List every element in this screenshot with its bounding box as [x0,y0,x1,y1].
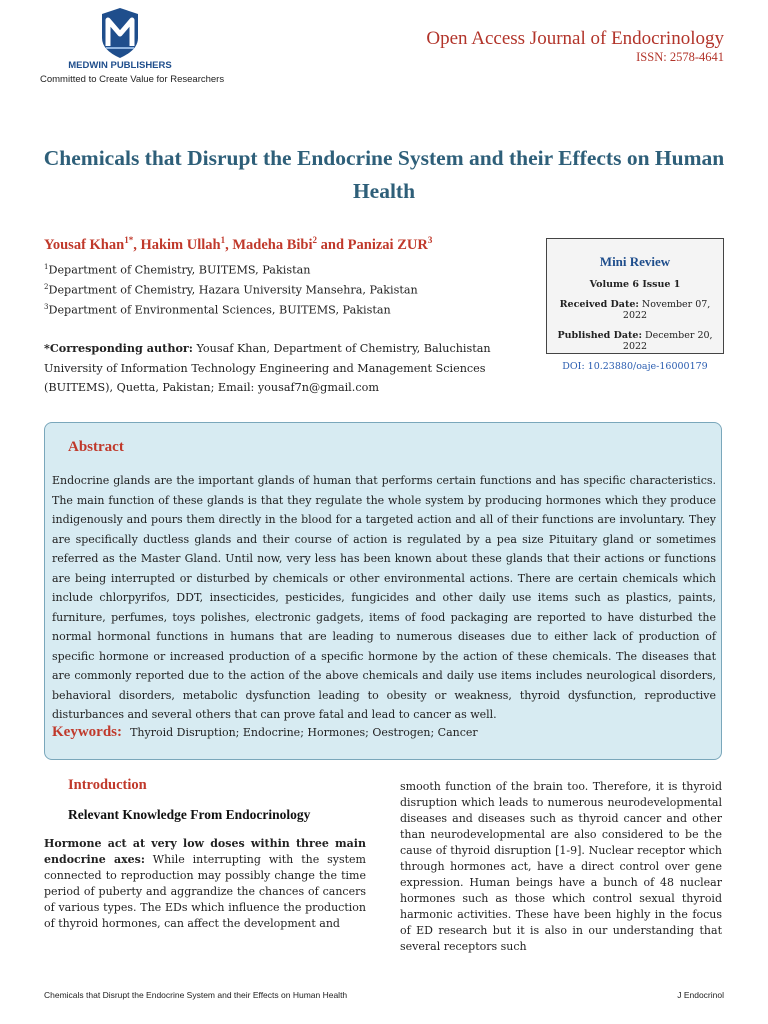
publisher-name: MEDWIN PUBLISHERS [68,60,172,71]
author-sup: 1* [124,235,134,245]
abstract-heading: Abstract [68,439,124,455]
author-sup: 3 [427,235,433,245]
footer-journal-abbrev: J Endocrinol [677,990,724,1000]
author-name: Hakim Ullah [140,236,221,253]
author-sep: , [133,236,141,253]
abstract-box [44,422,722,760]
author-sup: 2 [312,235,318,245]
author-name: Yousaf Khan [44,236,125,253]
author-list [44,235,432,254]
author-name: Panizai ZUR [347,236,428,253]
article-title: Chemicals that Disrupt the Endocrine System and their Effects on Human Health [43,146,725,203]
abstract-text: Endocrine glands are the important glands of human that performs certain functions and has specific characteristics. The main function of these glands is that they regulate the whole system by producing hormones which they produce indigenously and pours them directly in the blood for a targeted action and all of their functions are involuntary. They are specifically ductless glands and their course of action is regulated by a pea size Pituitary gland or sometimes referred as the Master Gland. Until now, very less has been known about these glands that their actions or functions are being interrupted or disturbed by chemicals or other environmental actions. There are certain chemicals which include chlorpyrifos, DDT, insecticides, pesticides, fungicides and other daily use items such as plastics, paints, furniture, perfumes, toys polishes, electronic gadgets, items of food packaging are reported to have disturbed the normal hormonal functions in humans that are leading to numerous diseases due to either lack of production of specific hormone or increased production of a specific hormone by the action of these chemicals. The diseases that are commonly reported due to the action of the above chemicals and daily use items includes neurological disorders, behavioral disorders, metabolic dysfunction leading to obesity or weakness, thyroid dysfunction, reproductive disturbances and several others that can prove fatal and lead to cancer as well. [52,474,716,721]
affiliation [44,303,391,317]
affiliation-text: Department of Chemistry, BUITEMS, Pakistan [48,263,311,277]
volume-issue: Volume 6 Issue 1 [589,279,681,290]
paragraph-text: While interrupting with the system connected to reproduction may possibly change the time period of puberty and aggrandize the chances of cancers of various types. The EDs which influence the production of thyroid hormones, can affect the development and [44,853,366,930]
medwin-logo-icon [98,8,142,58]
article-type: Mini Review [599,254,671,269]
subsection-heading: Relevant Knowledge From Endocrinology [68,807,311,822]
author-sep: , [225,236,233,253]
article-info-box [546,238,724,372]
body-column-left [44,836,366,932]
keywords-text: Thyroid Disruption; Endocrine; Hormones; Oestrogen; Cancer [130,726,478,739]
author-sup: 1 [220,235,226,245]
affiliation-text: Department of Chemistry, Hazara University Mansehra, Pakistan [48,283,418,297]
received-date: Received Date: November 07, 2022 [559,299,711,321]
journal-title: Open Access Journal of Endocrinology [426,28,724,49]
affiliation-sup: 3 [44,303,49,311]
issn: ISSN: 2578-4641 [636,50,724,64]
body-column-right: smooth function of the brain too. Therefore, it is thyroid disruption which leads to numerous neurodevelopmental diseases and diseases such as thyroid cancer and other than neurodevelopmental are also considered to be the cause of thyroid disruption [1-9]. Nuclear receptor which through hormones act, have a direct control over gene expression. Human beings have a bunch of 48 nuclear hormones such as those which control sexual thyroid harmonic activities. These have been highly in the focus of ED research but it is also in our understanding that several receptors such [400,780,722,953]
publisher-logo [40,8,230,88]
published-date: Published Date: December 20, 2022 [557,330,713,352]
corresponding-text: Yousaf Khan, Department of Chemistry, Baluchistan University of Information Technology Engineering and Management Sciences (BUITEMS), Quetta, Pakistan; Email: yousaf7n@gmail.com [44,342,491,394]
doi-link[interactable]: DOI: 10.23880/oaje-16000179 [562,361,708,372]
author-name: Madeha Bibi [232,236,313,253]
affiliation [44,263,310,277]
affiliation-sup: 2 [44,283,49,291]
author-sep: and [317,236,348,253]
paragraph-lead: Hormone act at very low doses within three main endocrine axes: [44,837,366,866]
section-heading-introduction: Introduction [68,777,147,793]
corresponding-author [44,339,544,398]
publisher-tagline: Committed to Create Value for Researchers [40,74,225,85]
footer-running-title: Chemicals that Disrupt the Endocrine System and their Effects on Human Health [44,990,348,1000]
affiliation-sup: 1 [44,263,49,271]
affiliation-text: Department of Environmental Sciences, BUITEMS, Pakistan [48,303,391,317]
corresponding-label: *Corresponding author: [44,341,193,355]
keywords [52,721,478,741]
keywords-label: Keywords: [52,724,122,740]
affiliation [44,283,418,297]
